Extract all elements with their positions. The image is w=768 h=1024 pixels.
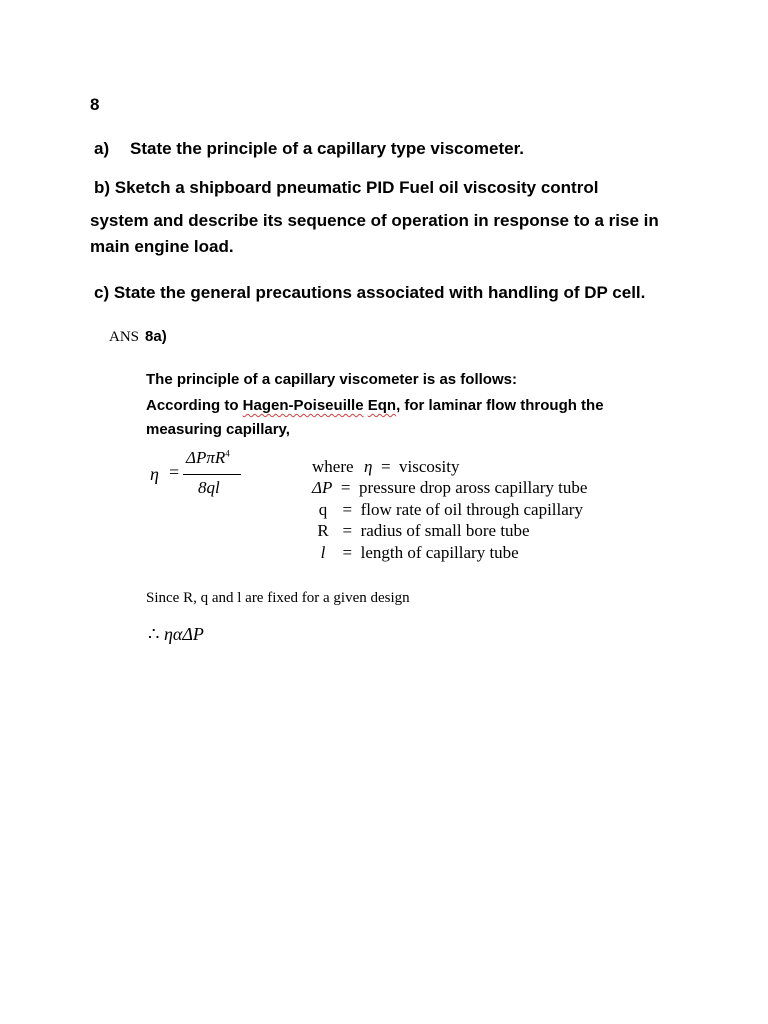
where-label: where — [312, 456, 354, 476]
variable-symbol: l — [320, 542, 326, 562]
legend-row-3 — [312, 521, 587, 543]
eqn-term: Eqn — [367, 397, 397, 414]
according-line — [146, 397, 604, 414]
variable-description: length of capillary tube — [360, 542, 519, 562]
answer-label — [109, 328, 167, 346]
question-part-b-line-1: b) Sketch a shipboard pneumatic PID Fuel oil viscosity control — [94, 178, 599, 197]
legend-row — [312, 521, 587, 543]
legend-equals: = — [338, 521, 357, 541]
part-a-label: a) — [94, 139, 110, 158]
legend-row-2 — [312, 499, 587, 521]
according-suffix: , for laminar flow through the — [396, 397, 604, 414]
fraction-bar — [183, 474, 241, 475]
question-number: 8 — [90, 95, 100, 114]
numerator-power: 4 — [225, 448, 230, 459]
legend-row — [312, 542, 587, 564]
variable-symbol: R — [317, 521, 329, 541]
according-prefix: According to — [146, 397, 243, 414]
legend-row-4 — [312, 542, 587, 564]
variable-symbol: q — [318, 499, 328, 519]
variable-symbol: η — [364, 456, 373, 476]
conclusion-line — [148, 624, 204, 645]
variable-legend — [312, 456, 587, 564]
legend-row — [312, 478, 587, 500]
hagen-poiseuille-term: Hagen-Poiseuille — [242, 397, 364, 414]
since-line: Since R, q and l are fixed for a given design — [146, 590, 410, 606]
legend-equals: = — [376, 456, 395, 476]
answer-part-label: 8a) — [145, 328, 167, 345]
legend-row-0 — [364, 456, 587, 478]
question-part-a — [94, 139, 524, 159]
part-a-text: State the principle of a capillary type viscometer. — [130, 139, 524, 158]
variable-description: pressure drop aross capillary tube — [358, 478, 588, 498]
principle-heading: The principle of a capillary viscometer is as follows: — [146, 371, 517, 388]
legend-row-1 — [312, 478, 587, 500]
equation-numerator — [186, 448, 230, 468]
legend-equals: = — [338, 542, 357, 562]
question-part-b-line-2: system and describe its sequence of operation in response to a rise in — [90, 211, 659, 230]
variable-description: radius of small bore tube — [360, 521, 530, 541]
question-part-c: c) State the general precautions associated with handling of DP cell. — [94, 283, 646, 302]
conclusion-expression: ηαΔP — [163, 624, 204, 644]
legend-equals: = — [336, 478, 355, 498]
legend-row — [312, 499, 587, 521]
variable-description: viscosity — [399, 456, 460, 476]
legend-equals: = — [338, 499, 357, 519]
equation-lhs: η — [150, 464, 159, 484]
variable-description: flow rate of oil through capillary — [360, 499, 583, 519]
question-part-b-line-3: main engine load. — [90, 237, 234, 256]
equation-denominator: 8ql — [198, 478, 220, 497]
equation-equals: = — [169, 462, 180, 482]
ans-text: ANS — [109, 329, 140, 345]
therefore-symbol: ∴ — [148, 624, 160, 644]
numerator-text: ΔPπR — [186, 448, 226, 467]
measuring-line: measuring capillary, — [146, 421, 290, 438]
legend-row — [312, 456, 587, 478]
variable-symbol: ΔP — [312, 478, 333, 498]
